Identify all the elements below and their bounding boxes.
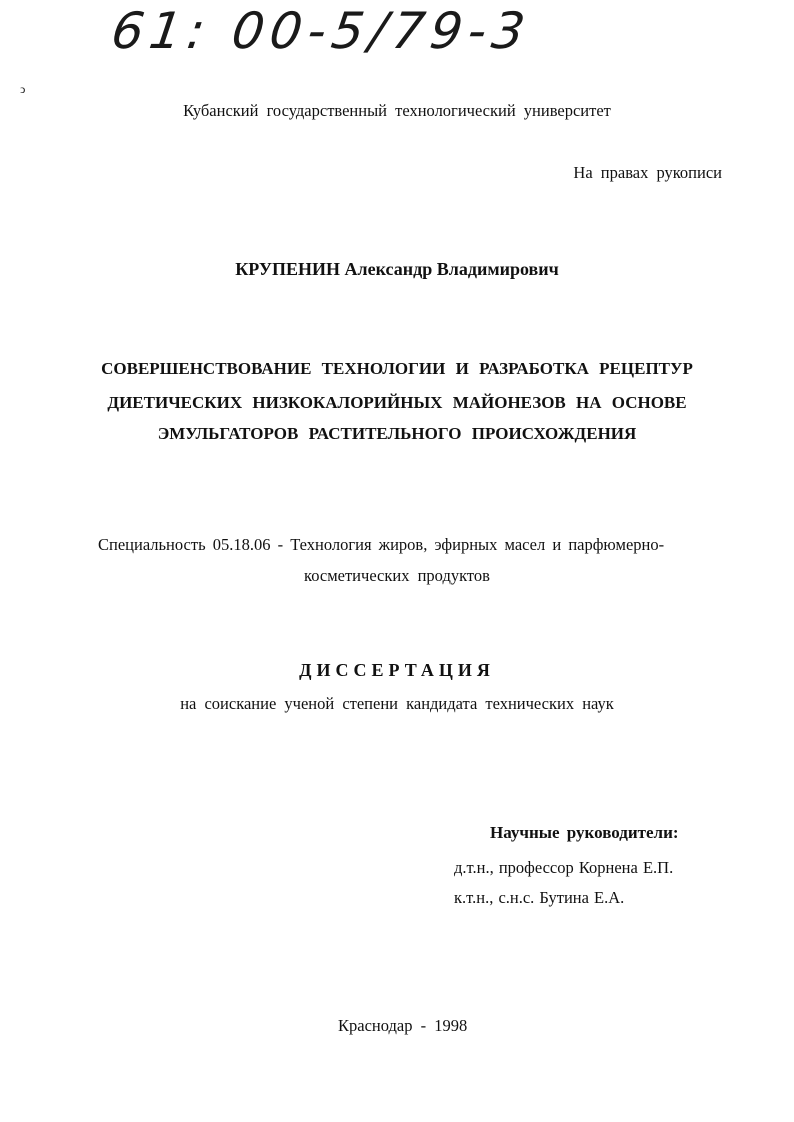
supervisor-1: д.т.н., профессор Корнена Е.П. [454,858,674,877]
place-and-year: Краснодар - 1998 [338,1016,468,1035]
supervisor-2: к.т.н., с.н.с. Бутина Е.А. [454,888,625,907]
document-type: ДИССЕРТАЦИЯ [299,660,495,680]
handwritten-catalog-code: 61: 00-5/79-3 [107,2,535,60]
title-line-1: СОВЕРШЕНСТВОВАНИЕ ТЕХНОЛОГИИ И РАЗРАБОТКА РЕЦЕПТУР [101,359,693,378]
title-line-2: ДИЕТИЧЕСКИХ НИЗКОКАЛОРИЙНЫХ МАЙОНЕЗОВ НА ОСНОВЕ [107,393,687,412]
specialty-line-2: косметических продуктов [304,566,490,585]
university-name: Кубанский государственный технологический университет [183,101,611,120]
title-line-3: ЭМУЛЬГАТОРОВ РАСТИТЕЛЬНОГО ПРОИСХОЖДЕНИЯ [157,424,637,443]
author-name: КРУПЕНИН Александр Владимирович [235,259,559,279]
scan-mark: ↄ [20,82,26,96]
specialty-line-1: Специальность 05.18.06 - Технология жиров, эфирных масел и парфюмерно- [98,535,665,554]
supervisors-heading: Научные руководители: [490,823,679,842]
degree-statement: на соискание ученой степени кандидата технических наук [180,694,614,713]
manuscript-note: На правах рукописи [573,163,722,182]
